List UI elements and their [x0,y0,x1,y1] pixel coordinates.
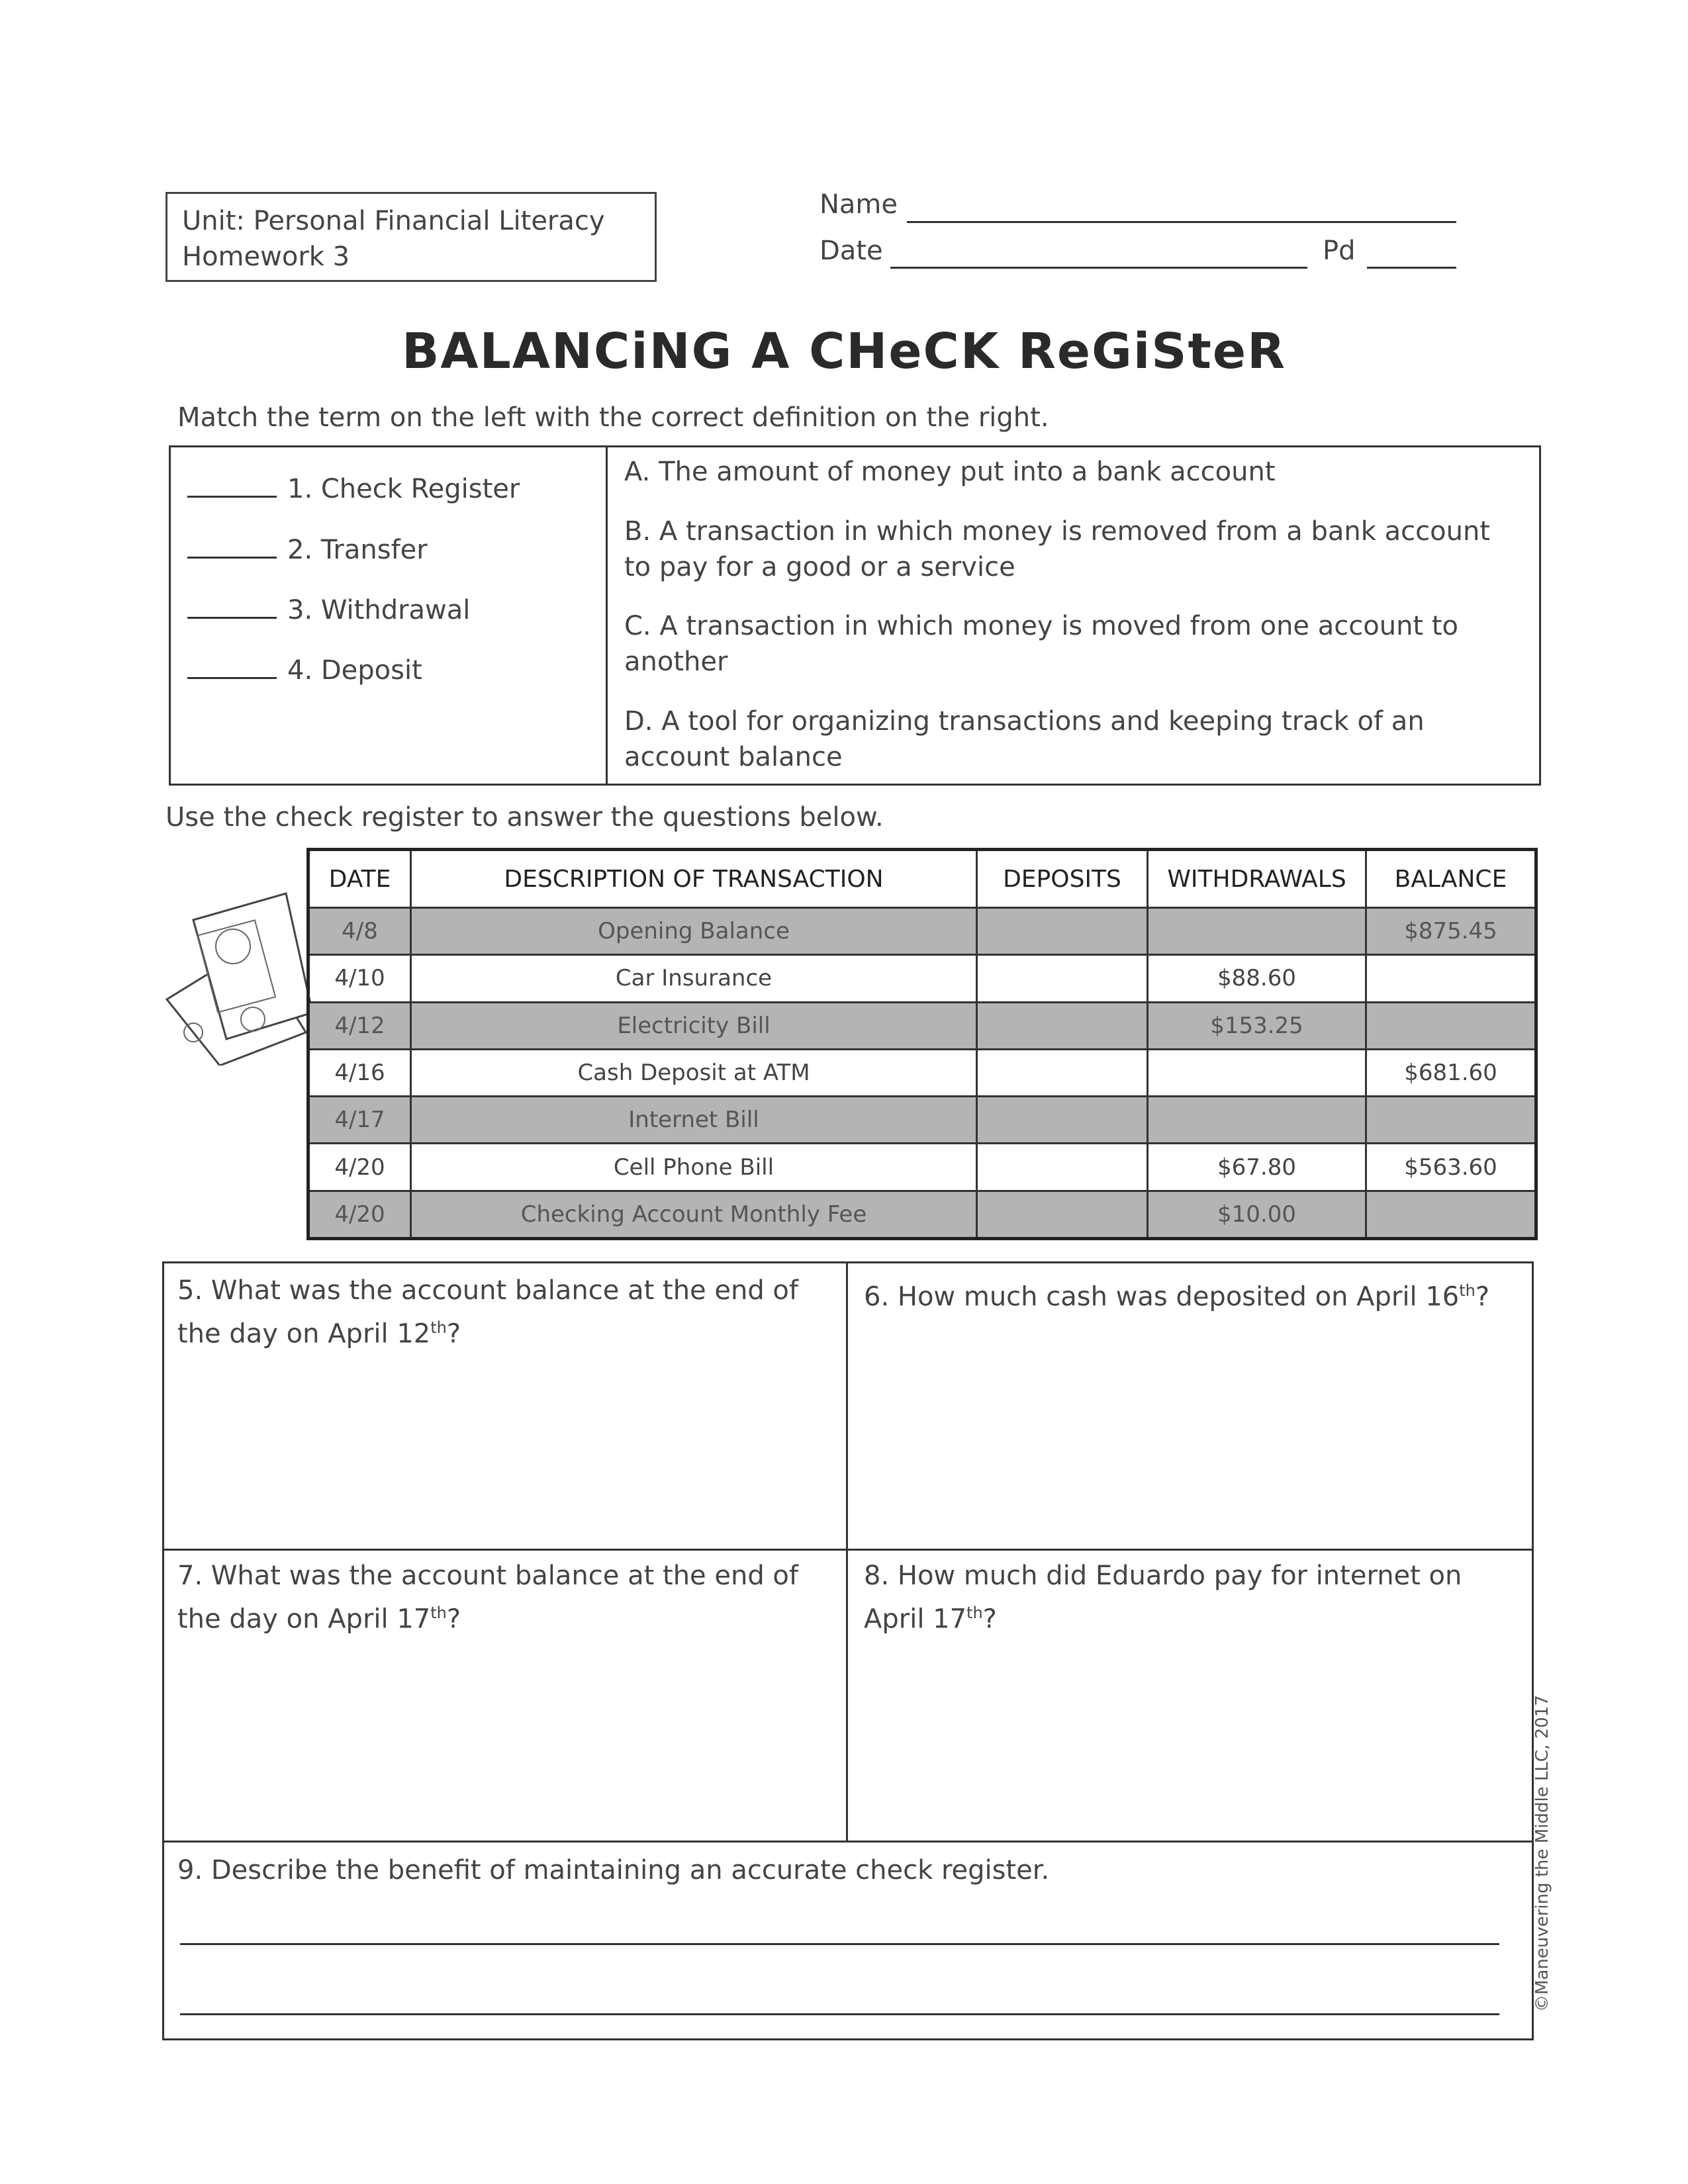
cell-deposits [977,1097,1148,1144]
answer-blank[interactable] [187,617,277,619]
column-header: WITHDRAWALS [1148,850,1366,908]
cell-date: 4/20 [308,1144,411,1191]
cell-description: Cell Phone Bill [411,1144,977,1191]
cell-balance [1366,1097,1536,1144]
date-label: Date [820,236,883,266]
cell-deposits [977,1191,1148,1238]
term-item: 2. Transfer [187,535,428,565]
homework-label: Homework 3 [182,242,350,272]
answer-area-6[interactable] [854,1324,1529,1542]
page-title: BALANCiNG A CHeCK ReGiSteR [401,323,1287,380]
register-instruction: Use the check register to answer the questions below. [165,802,884,833]
table-row [308,1049,1536,1096]
cell-deposits [977,1002,1148,1049]
cell-balance [1366,1191,1536,1238]
questions-divider [162,1549,1534,1551]
answer-area-5[interactable] [165,1350,841,1542]
matching-divider [606,445,608,786]
question-5: 5. What was the account balance at the end of the day on April 12th? [177,1275,798,1349]
column-header: DESCRIPTION OF TRANSACTION [411,850,977,908]
cell-balance [1366,955,1536,1002]
cell-withdrawals [1148,1097,1366,1144]
cell-balance: $681.60 [1366,1049,1536,1096]
name-field[interactable] [907,221,1456,223]
cell-description: Car Insurance [411,955,977,1002]
term-item: 1. Check Register [187,474,520,504]
date-field[interactable] [890,267,1307,269]
cell-description: Electricity Bill [411,1002,977,1049]
definition-b: B. A transaction in which money is removed from a bank account to pay for a good or a service [624,516,1491,582]
cell-balance: $563.60 [1366,1144,1536,1191]
definition-d: D. A tool for organizing transactions and keeping track of an account balance [624,706,1425,772]
cell-withdrawals: $67.80 [1148,1144,1366,1191]
pd-label: Pd [1323,236,1356,266]
term-item: 4. Deposit [187,655,422,686]
cell-withdrawals: $153.25 [1148,1002,1366,1049]
questions-divider [162,1841,1534,1843]
answer-blank[interactable] [187,677,277,679]
cell-withdrawals [1148,1049,1366,1096]
cell-deposits [977,1144,1148,1191]
cell-deposits [977,908,1148,955]
cell-date: 4/17 [308,1097,411,1144]
answer-area-8[interactable] [854,1635,1529,1833]
cell-deposits [977,955,1148,1002]
table-row [308,1191,1536,1238]
unit-box [165,192,657,282]
unit-label: Unit: Personal Financial Literacy [182,206,605,236]
cell-description: Checking Account Monthly Fee [411,1191,977,1238]
cell-date: 4/16 [308,1049,411,1096]
table-row [308,1097,1536,1144]
cell-description: Opening Balance [411,908,977,955]
question-6: 6. How much cash was deposited on April 16th? [864,1281,1490,1312]
cell-balance: $875.45 [1366,908,1536,955]
check-register-table [306,848,1538,1240]
column-header: DATE [308,850,411,908]
cell-date: 4/10 [308,955,411,1002]
definition-a: A. The amount of money put into a bank account [624,457,1276,487]
cell-date: 4/8 [308,908,411,955]
cell-withdrawals: $10.00 [1148,1191,1366,1238]
cell-description: Internet Bill [411,1097,977,1144]
table-row [308,908,1536,955]
matching-instruction: Match the term on the left with the correct definition on the right. [177,402,1049,433]
answer-line-9a[interactable] [180,1943,1499,1945]
term-item: 3. Withdrawal [187,595,470,625]
questions-divider [846,1261,848,1841]
cell-date: 4/20 [308,1191,411,1238]
table-row [308,1002,1536,1049]
name-label: Name [820,189,898,220]
register-header-row [308,850,1536,908]
question-9: 9. Describe the benefit of maintaining an accurate check register. [177,1855,1050,1886]
table-row [308,1144,1536,1191]
answer-blank[interactable] [187,557,277,559]
answer-blank[interactable] [187,496,277,498]
question-7: 7. What was the account balance at the end of the day on April 17th? [177,1561,798,1635]
answer-area-7[interactable] [165,1635,841,1833]
table-row [308,955,1536,1002]
column-header: DEPOSITS [977,850,1148,908]
cell-withdrawals [1148,908,1366,955]
cell-description: Cash Deposit at ATM [411,1049,977,1096]
cell-balance [1366,1002,1536,1049]
answer-line-9b[interactable] [180,2013,1499,2015]
cell-date: 4/12 [308,1002,411,1049]
pd-field[interactable] [1367,267,1456,269]
copyright-text: ©Maneuvering the Middle LLC, 2017 [1532,1695,1552,2012]
question-8: 8. How much did Eduardo pay for internet on April 17th? [864,1561,1462,1635]
cell-withdrawals: $88.60 [1148,955,1366,1002]
column-header: BALANCE [1366,850,1536,908]
money-illustration [154,880,312,1066]
cell-deposits [977,1049,1148,1096]
definition-c: C. A transaction in which money is moved from one account to another [624,611,1458,677]
